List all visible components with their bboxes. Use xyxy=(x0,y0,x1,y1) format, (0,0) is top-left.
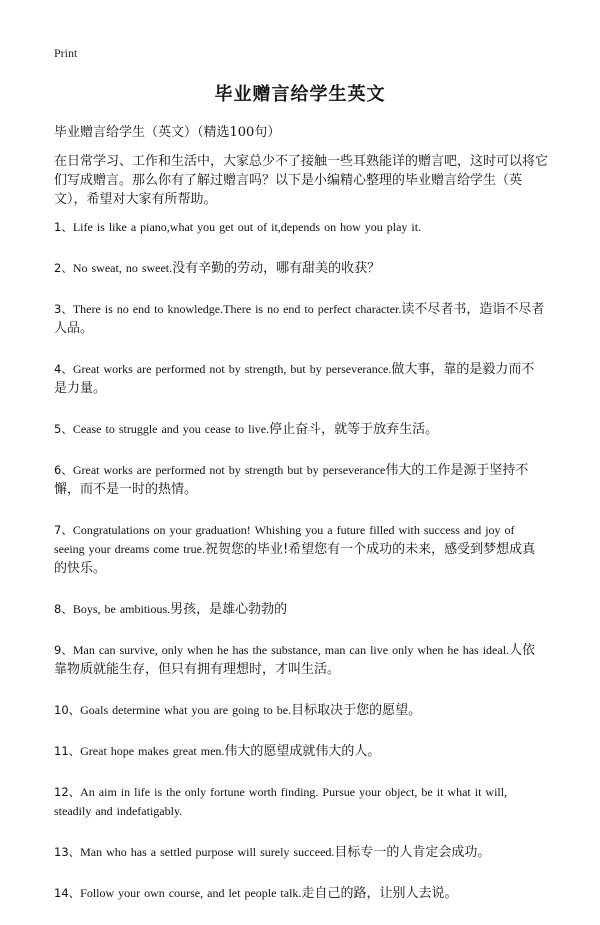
quote-chinese: 人依靠物质就能生存，但只有拥有理想时，才叫生活。 xyxy=(54,643,536,677)
quote-number: 12、 xyxy=(54,785,81,799)
quote-english: Congratulations on your graduation! Whishing you a future filled with success and joy of seeing your dreams come true. xyxy=(54,523,515,556)
quote-item xyxy=(54,420,546,439)
quote-number: 2、 xyxy=(54,261,73,275)
quote-list xyxy=(54,218,546,925)
quote-chinese: 做大事，靠的是毅力而不是力量。 xyxy=(54,362,535,396)
quote-number: 10、 xyxy=(54,703,81,717)
quote-number: 14、 xyxy=(54,886,81,900)
quote-english: An aim in life is the only fortune worth finding. Pursue your object, be it what it will, steadily and indefatigably. xyxy=(54,785,508,818)
quote-item xyxy=(54,742,546,761)
quote-number: 11、 xyxy=(54,744,81,758)
quote-number: 6、 xyxy=(54,463,73,477)
print-link[interactable]: Print xyxy=(54,46,78,60)
quote-number: 3、 xyxy=(54,302,73,316)
quote-chinese: 伟大的愿望成就伟大的人。 xyxy=(224,744,381,759)
page-title: 毕业赠言给学生英文 xyxy=(214,84,386,105)
quote-chinese: 读不尽者书，造诣不尽者人品。 xyxy=(54,302,545,336)
quote-english: Great works are performed not by strength but by perseverance xyxy=(72,463,386,477)
quote-item xyxy=(54,259,546,278)
quote-chinese: 走自己的路，让别人去说。 xyxy=(301,886,458,901)
quote-chinese: 伟大的工作是源于坚持不懈，而不是一时的热情。 xyxy=(54,463,529,497)
quote-number: 5、 xyxy=(54,422,73,436)
quote-english: There is no end to knowledge.There is no end to perfect character. xyxy=(72,302,402,316)
quote-english: Boys, be ambitious. xyxy=(72,602,171,616)
quote-number: 13、 xyxy=(54,845,81,859)
quote-item xyxy=(54,843,546,862)
quote-english: Man can survive, only when he has the substance, man can live only when he has ideal. xyxy=(72,643,510,657)
quote-item xyxy=(54,218,546,237)
quote-item xyxy=(54,521,546,578)
quote-number: 1、 xyxy=(54,220,73,234)
quote-number: 9、 xyxy=(54,643,73,657)
quote-chinese: 没有辛勤的劳动，哪有甜美的收获？ xyxy=(172,261,381,276)
quote-item xyxy=(54,600,546,619)
quote-item xyxy=(54,701,546,720)
quote-item xyxy=(54,461,546,499)
quote-english: No sweat, no sweet. xyxy=(72,261,173,275)
quote-english: Life is like a piano,what you get out of it,depends on how you play it. xyxy=(72,220,422,234)
quote-english: Great hope makes great men. xyxy=(80,744,225,758)
quote-number: 4、 xyxy=(54,362,73,376)
quote-chinese: 目标专一的人肯定会成功。 xyxy=(334,845,491,860)
quote-item xyxy=(54,300,546,338)
quote-chinese: 祝贺您的毕业!希望您有一个成功的未来，感受到梦想成真的快乐。 xyxy=(54,542,536,576)
quote-english: Follow your own course, and let people talk. xyxy=(80,886,302,900)
quote-english: Man who has a settled purpose will surely succeed. xyxy=(80,845,335,859)
quote-item xyxy=(54,783,546,821)
quote-chinese: 目标取决于您的愿望。 xyxy=(291,703,422,718)
document-subtitle: 毕业赠言给学生（英文）（精选100句） xyxy=(54,125,281,140)
quote-english: Goals determine what you are going to be. xyxy=(80,703,292,717)
quote-chinese: 停止奋斗，就等于放弃生活。 xyxy=(269,422,439,437)
quote-number: 7、 xyxy=(54,523,73,537)
quote-item xyxy=(54,884,546,903)
quote-english: Great works are performed not by strength, but by perseverance. xyxy=(72,362,392,376)
intro-paragraph: 在日常学习、工作和生活中，大家总少不了接触一些耳熟能详的赠言吧，这时可以将它们写成赠言。那么你有了解过赠言吗？以下是小编精心整理的毕业赠言给学生（英文），希望对大家有所帮助。 xyxy=(54,154,549,207)
quote-item xyxy=(54,360,546,398)
quote-item xyxy=(54,641,546,679)
quote-number: 8、 xyxy=(54,602,73,616)
quote-chinese: 男孩，是雄心勃勃的 xyxy=(170,602,288,617)
quote-english: Cease to struggle and you cease to live. xyxy=(72,422,270,436)
